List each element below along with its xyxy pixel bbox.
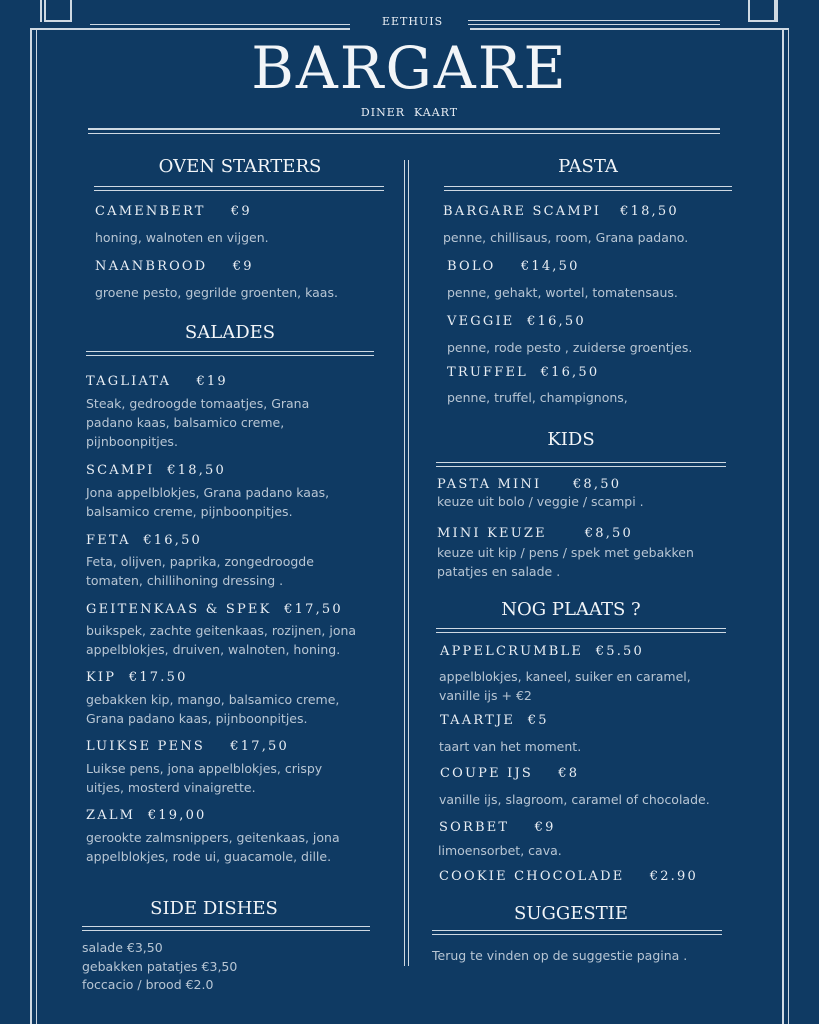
menu-item-desc: penne, chillisaus, room, Grana padano. [443, 230, 689, 245]
menu-item-name: GEITENKAAS & SPEK €17,50 [86, 602, 343, 617]
side-dish-line: salade €3,50 [82, 940, 163, 955]
menu-item-name: SORBET €9 [439, 820, 556, 835]
menu-item-name: KIP €17.50 [86, 670, 188, 685]
menu-item-name: TRUFFEL €16,50 [447, 365, 600, 380]
menu-item-desc: appelblokjes, kaneel, suiker en caramel, vanille ijs + €2 [439, 669, 691, 703]
menu-item-name: SCAMPI €18,50 [86, 463, 226, 478]
menu-item-name: BOLO €14,50 [447, 259, 580, 274]
menu-item-name: BARGARE SCAMPI €18,50 [443, 204, 679, 219]
restaurant-name: BARGARE [251, 34, 568, 102]
menu-item-name: LUIKSE PENS €17,50 [86, 739, 289, 754]
section-title: PASTA [558, 156, 618, 177]
corner-ornament-left [44, 0, 72, 22]
section-title: NOG PLAATS ? [501, 599, 641, 620]
menu-item-desc: penne, truffel, champignons, [447, 390, 628, 405]
menu-item-desc: buikspek, zachte geitenkaas, rozijnen, jona appelblokjes, druiven, walnoten, honing. [86, 623, 357, 657]
menu-item-desc: keuze uit bolo / veggie / scampi . [437, 494, 644, 509]
menu-item-name: TAARTJE €5 [440, 713, 549, 728]
section-title: OVEN STARTERS [158, 156, 322, 177]
menu-item-desc: Luikse pens, jona appelblokjes, crispy uitjes, mosterd vinaigrette. [86, 761, 323, 795]
menu-item-name: FETA €16,50 [86, 533, 203, 548]
menu-item-desc: Feta, olijven, paprika, zongedroogde tomaten, chillihoning dressing . [86, 554, 314, 588]
menu-item-desc: vanille ijs, slagroom, caramel of chocolade. [439, 792, 710, 807]
menu-item-name: ZALM €19,00 [86, 808, 207, 823]
section-title: KIDS [547, 429, 595, 450]
menu-item-name: MINI KEUZE €8,50 [437, 526, 633, 541]
menu-subtitle: DINER KAART [360, 106, 459, 119]
menu-item-desc: penne, rode pesto , zuiderse groentjes. [447, 340, 693, 355]
menu-item-name: APPELCRUMBLE €5.50 [440, 644, 644, 659]
menu-item-name: VEGGIE €16,50 [447, 314, 586, 329]
menu-item-desc: taart van het moment. [439, 739, 582, 754]
menu-item-desc: honing, walnoten en vijgen. [95, 230, 269, 245]
menu-item-desc: gebakken kip, mango, balsamico creme, Grana padano kaas, pijnboonpitjes. [86, 692, 340, 726]
side-dish-line: gebakken patatjes €3,50 [82, 959, 238, 974]
menu-item-desc: gerookte zalmsnippers, geitenkaas, jona appelblokjes, rode ui, guacamole, dille. [86, 830, 340, 864]
corner-ornament-right [748, 0, 776, 22]
menu-item-desc: Jona appelblokjes, Grana padano kaas, balsamico creme, pijnboonpitjes. [86, 485, 330, 519]
menu-item-name: CAMENBERT €9 [95, 204, 252, 219]
menu-item-name: COUPE IJS €8 [440, 766, 580, 781]
side-dish-line: foccacio / brood €2.0 [82, 977, 214, 992]
section-title: SUGGESTIE [514, 903, 628, 924]
menu-item-desc: keuze uit kip / pens / spek met gebakken patatjes en salade . [437, 545, 694, 579]
menu-item-name: NAANBROOD €9 [95, 259, 254, 274]
menu-item-desc: groene pesto, gegrilde groenten, kaas. [95, 285, 338, 300]
menu-item-desc: limoensorbet, cava. [438, 843, 562, 858]
menu-item-name: COOKIE CHOCOLADE €2.90 [439, 869, 698, 884]
menu-item-desc: Steak, gedroogde tomaatjes, Grana padano kaas, balsamico creme, pijnboonpitjes. [86, 396, 310, 449]
menu-item-name: TAGLIATA €19 [86, 374, 228, 389]
section-title: SIDE DISHES [150, 898, 278, 919]
suggestie-text: Terug te vinden op de suggestie pagina . [432, 948, 688, 963]
column-divider [404, 160, 405, 966]
section-title: SALADES [184, 322, 276, 343]
menu-item-desc: penne, gehakt, wortel, tomatensaus. [447, 285, 678, 300]
menu-item-name: PASTA MINI €8,50 [437, 477, 622, 492]
eyebrow-label: EETHUIS [382, 15, 444, 28]
